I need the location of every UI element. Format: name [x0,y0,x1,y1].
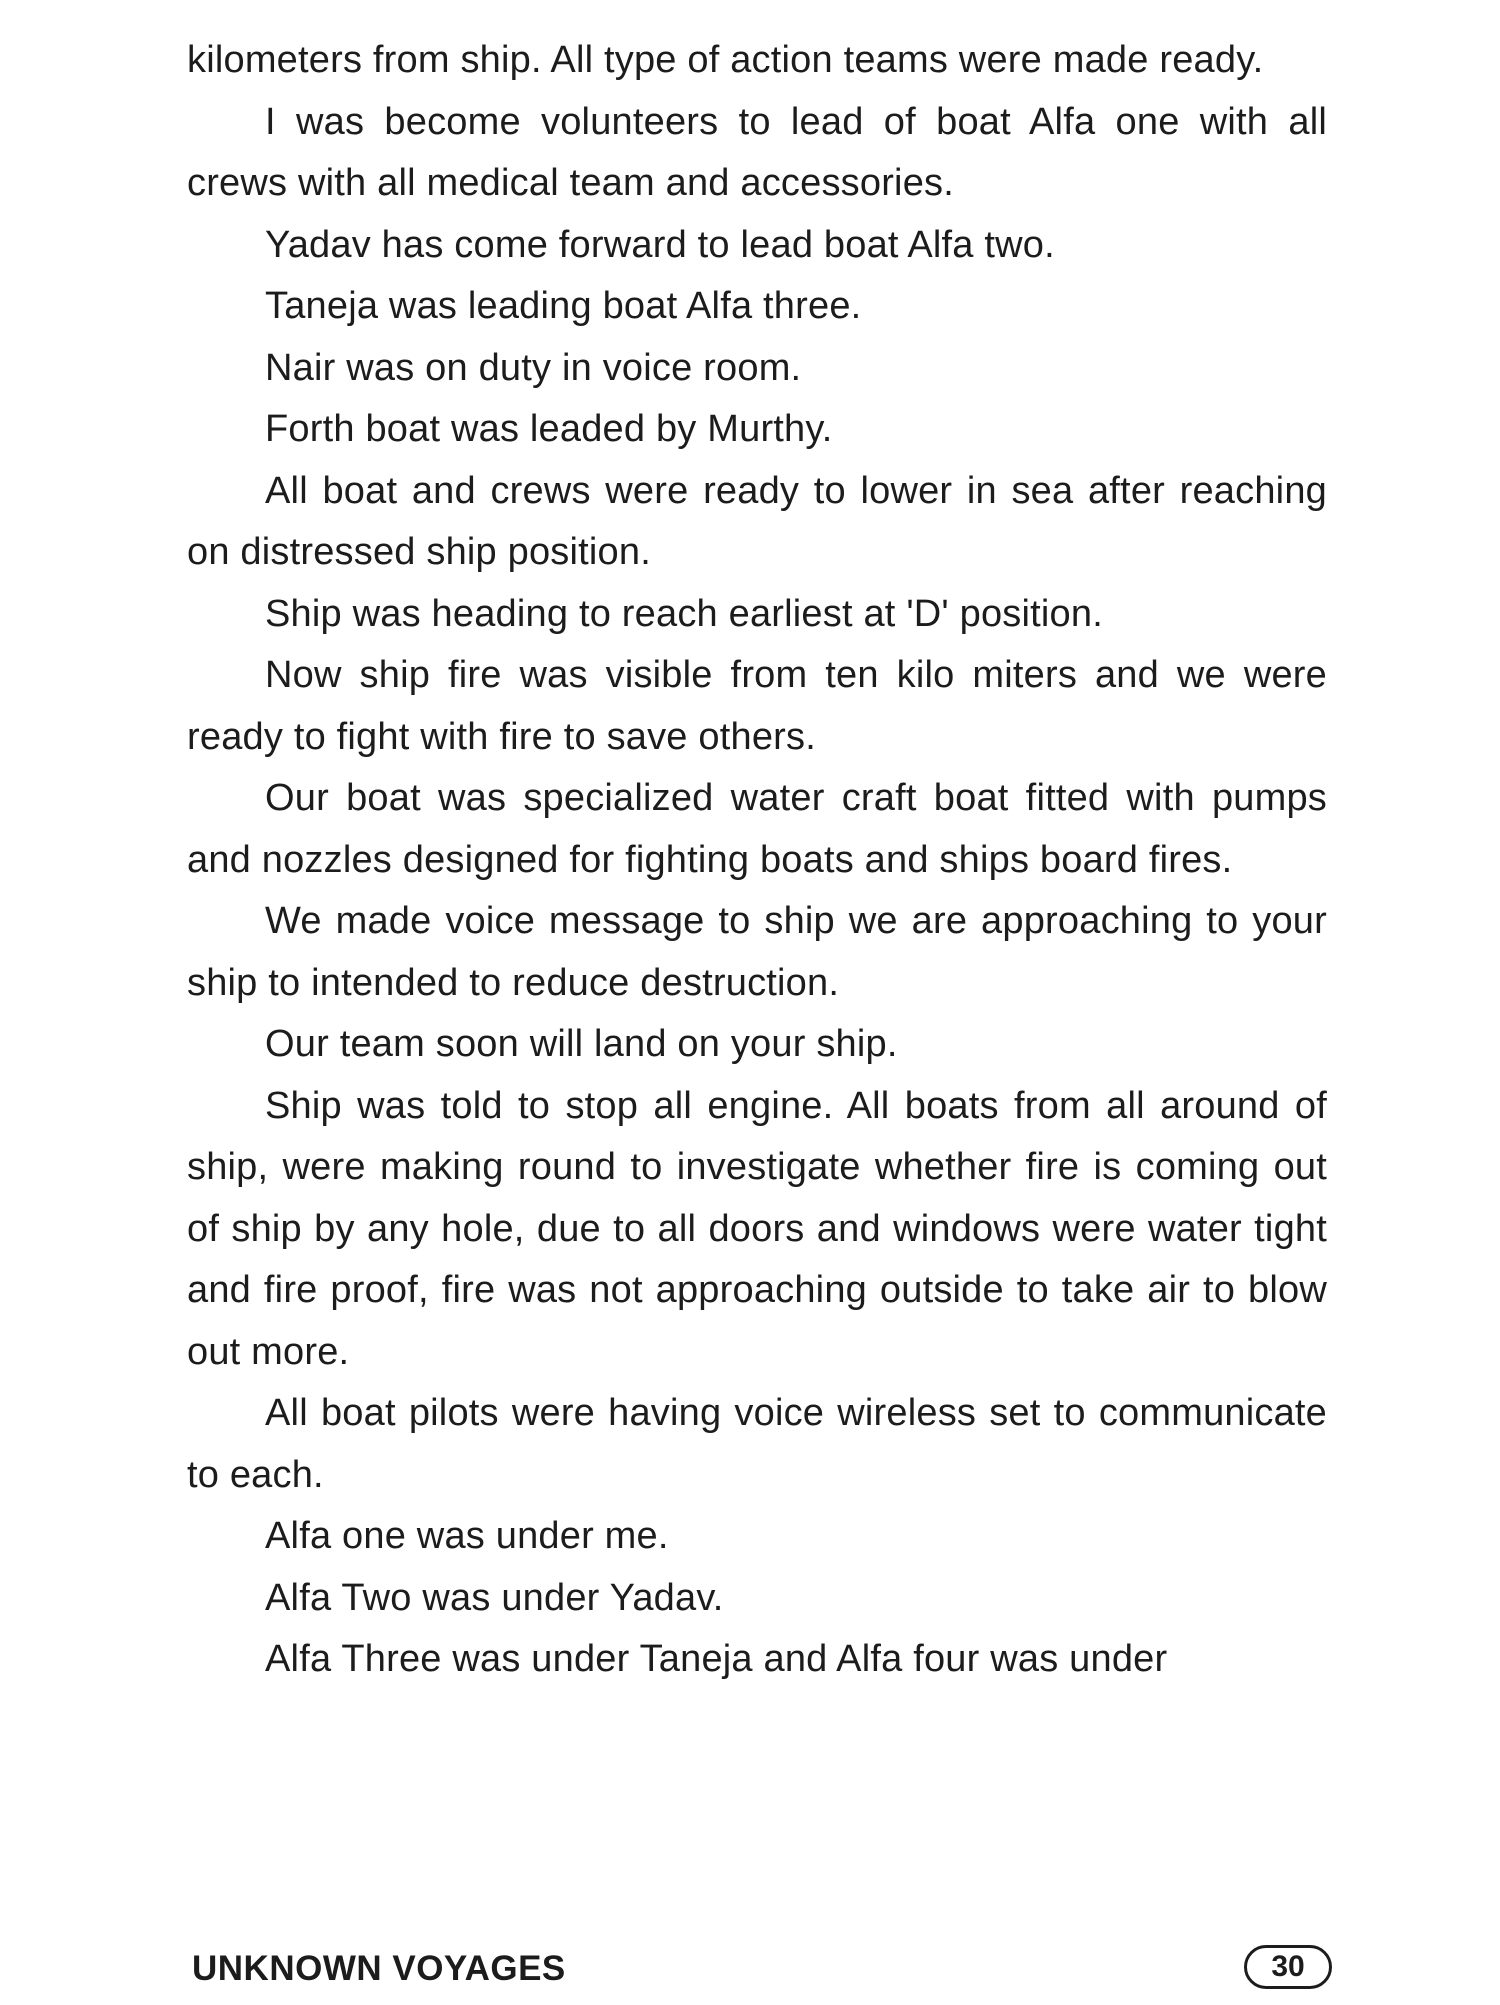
paragraph: kilometers from ship. All type of action teams were made ready. [187,39,1264,81]
paragraph: Now ship fire was visible from ten kilo miters and we were ready to fight with fire to save others. [187,654,1327,758]
paragraph: I was become volunteers to lead of boat Alfa one with all crews with all medical team and accessories. [187,100,1327,204]
paragraph: Ship was heading to reach earliest at 'D' position. [265,592,1103,635]
paragraph: Nair was on duty in voice room. [265,346,802,389]
paragraph: Forth boat was leaded by Murthy. [265,408,833,450]
paragraph: Alfa Two was under Yadav. [265,1576,724,1619]
body-text [187,30,1327,1691]
paragraph: Our team soon will land on your ship. [265,1023,898,1065]
paragraph: Taneja was leading boat Alfa three. [265,285,862,327]
paragraph: All boat and crews were ready to lower in sea after reaching on distressed ship position. [187,469,1327,573]
paragraph: Our boat was specialized water craft boat fitted with pumps and nozzles designed for fighting boats and ships board fires. [187,777,1327,881]
paragraph: We made voice message to ship we are approaching to your ship to intended to reduce destruction. [187,900,1327,1004]
page-number: 30 [1244,1945,1332,1989]
page-footer [192,1945,1332,2005]
paragraph: Yadav has come forward to lead boat Alfa two. [265,223,1055,266]
paragraph: Ship was told to stop all engine. All boats from all around of ship, were making round to investigate whether fire is coming out of ship by any hole, due to all doors and windows were water tight and fire proof, fire was not approaching outside to take air to blow out more. [187,1084,1327,1373]
paragraph: Alfa one was under me. [265,1515,669,1557]
paragraph: All boat pilots were having voice wireless set to communicate to each. [187,1392,1327,1496]
paragraph: Alfa Three was under Taneja and Alfa four was under [265,1638,1168,1680]
book-title: UNKNOWN VOYAGES [192,1949,566,1988]
